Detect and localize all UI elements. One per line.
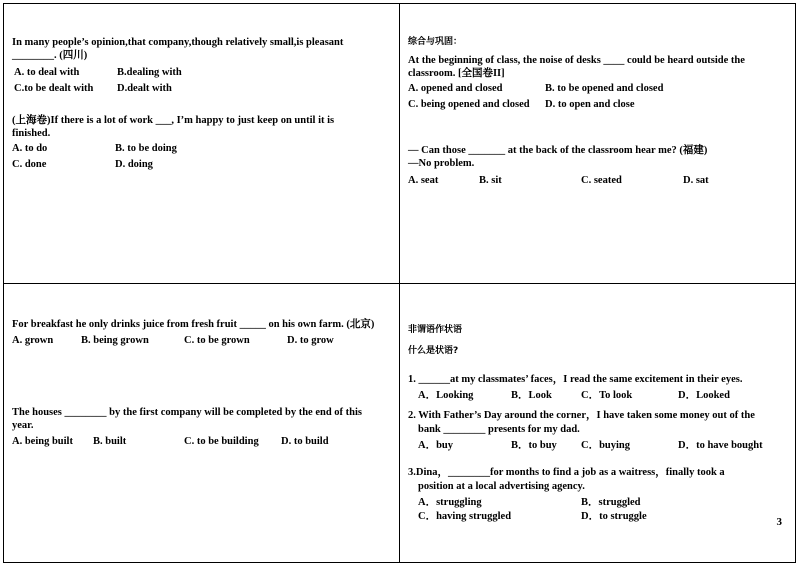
item-3-options-row2 [408, 510, 783, 523]
item-3-stem-cont: position at a local advertising agency. [418, 481, 585, 492]
option: B．Look [511, 390, 552, 401]
question-3 [408, 36, 783, 111]
option: C．buying [581, 440, 631, 451]
question-5-options [12, 334, 377, 347]
question-1-stem: In many people’s opinion,that company,though relatively small,is pleasant ________. (四川) [12, 37, 344, 61]
question-1-options-row2 [12, 82, 372, 95]
item-2-options [408, 439, 783, 452]
option: A．buy [418, 440, 454, 451]
question-6-stem: The houses ________ by the first company will be completed by the end of this year. [12, 407, 363, 431]
option: C. seated [581, 175, 622, 186]
question-2-options-row2 [12, 158, 372, 171]
option: B. to be opened and closed [545, 83, 664, 94]
option: B. to be doing [115, 143, 177, 154]
option: D. to build [281, 436, 329, 447]
option: C.to be dealt with [14, 83, 94, 94]
question-4 [408, 144, 783, 187]
option: B. sit [479, 175, 502, 186]
option: D.dealt with [117, 83, 172, 94]
item-3-stem: 3.Dina，________for months to find a job as a waitress，finally took a [408, 467, 725, 478]
question-6 [12, 406, 377, 448]
option: B.dealing with [117, 67, 182, 78]
option: A. to deal with [14, 67, 80, 78]
divider-horizontal [3, 283, 796, 284]
item-2-stem-cont: bank ________ presents for my dad. [418, 424, 580, 435]
option: A．Looking [418, 390, 474, 401]
option: B. built [93, 436, 127, 447]
option: C. to be building [184, 436, 259, 447]
question-1 [12, 36, 372, 95]
item-2-stem: 2. With Father’s Day around the corner，I have taken some money out of the [408, 410, 755, 421]
question-3-options-row2 [408, 98, 783, 111]
option: D. sat [683, 175, 709, 186]
question-5 [12, 318, 377, 347]
option: B．to buy [511, 440, 557, 451]
question-2-options-row1 [12, 142, 372, 155]
question-4-options [408, 174, 783, 187]
option: C. being opened and closed [408, 99, 530, 110]
question-4-reply: —No problem. [408, 158, 475, 169]
item-1-options [408, 389, 783, 402]
question-3-stem: At the beginning of class, the noise of desks ____ could be heard outside the classroom. [全国卷II] [408, 55, 745, 79]
option: C．To look [581, 390, 633, 401]
option: A. to do [12, 143, 48, 154]
question-4-stem: — Can those _______ at the back of the classroom hear me? (福建) [408, 145, 708, 156]
item-3-options-row1 [408, 496, 783, 509]
question-2-stem: (上海卷)If there is a lot of work ___, I’m happy to just keep on until it is finished. [12, 115, 335, 139]
option: A. seat [408, 175, 439, 186]
option: C. to be grown [184, 335, 250, 346]
question-2 [12, 114, 372, 171]
option: D．to struggle [581, 511, 647, 522]
question-6-options [12, 435, 377, 448]
option: C．having struggled [418, 511, 512, 522]
option: C. done [12, 159, 47, 170]
option: D．Looked [678, 390, 730, 401]
option: D．to have bought [678, 440, 763, 451]
option: A. being built [12, 436, 73, 447]
section-nonfinite-adverbial [408, 324, 783, 523]
option: B．struggled [581, 497, 641, 508]
page-number: 3 [776, 516, 782, 528]
question-1-options-row1 [12, 66, 372, 79]
question-3-options-row1 [408, 82, 783, 95]
option: A．struggling [418, 497, 482, 508]
section-heading: 综合与巩固： [408, 37, 463, 47]
section-subheading: 什么是状语? [408, 346, 459, 356]
section-heading: 非谓语作状语 [408, 325, 463, 335]
option: A. grown [12, 335, 54, 346]
option: B. being grown [81, 335, 149, 346]
question-5-stem: For breakfast he only drinks juice from fresh fruit _____ on his own farm. (北京) [12, 319, 375, 330]
option: A. opened and closed [408, 83, 503, 94]
item-1-stem: 1. ______at my classmates’ faces，I read the same excitement in their eyes. [408, 374, 743, 385]
option: D. doing [115, 159, 153, 170]
option: D. to grow [287, 335, 334, 346]
option: D. to open and close [545, 99, 635, 110]
